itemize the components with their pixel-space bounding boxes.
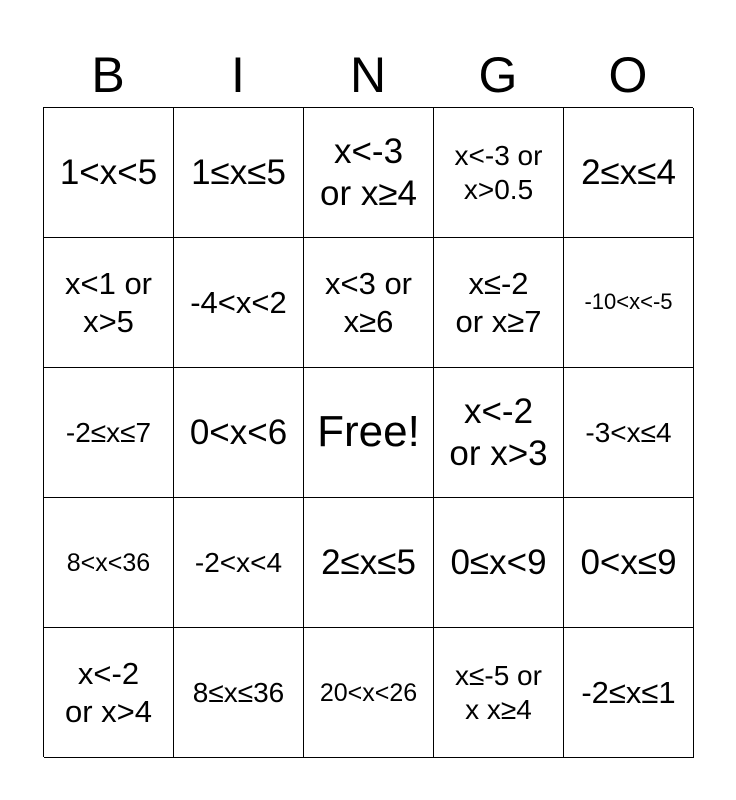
bingo-cell[interactable]: 1≤x≤5 xyxy=(174,108,304,238)
free-space-cell[interactable]: Free! xyxy=(304,368,434,498)
bingo-cell[interactable]: x<-3 or x≥4 xyxy=(304,108,434,238)
bingo-cell[interactable]: -3<x≤4 xyxy=(564,368,694,498)
header-letter-o: O xyxy=(608,47,648,103)
bingo-board xyxy=(43,107,693,757)
header-letter-n: N xyxy=(349,47,387,103)
bingo-cell[interactable]: 8<x<36 xyxy=(44,498,174,628)
bingo-cell[interactable]: -2≤x≤1 xyxy=(564,628,694,758)
bingo-cell[interactable]: -2≤x≤7 xyxy=(44,368,174,498)
bingo-cell[interactable]: 2≤x≤5 xyxy=(304,498,434,628)
bingo-cell[interactable]: -10<x<-5 xyxy=(564,238,694,368)
header-letter-g: G xyxy=(478,47,518,103)
bingo-cell[interactable]: x<-3 or x>0.5 xyxy=(434,108,564,238)
header-letter-b: B xyxy=(91,47,125,103)
bingo-cell[interactable]: -2<x<4 xyxy=(174,498,304,628)
bingo-cell[interactable]: x<-2 or x>3 xyxy=(434,368,564,498)
bingo-cell[interactable]: x≤-5 or x x≥4 xyxy=(434,628,564,758)
header-letter-i: I xyxy=(231,47,245,103)
bingo-cell[interactable]: x<1 or x>5 xyxy=(44,238,174,368)
bingo-cell[interactable]: 2≤x≤4 xyxy=(564,108,694,238)
bingo-cell[interactable]: 0<x<6 xyxy=(174,368,304,498)
bingo-cell[interactable]: 8≤x≤36 xyxy=(174,628,304,758)
bingo-cell[interactable]: x≤-2 or x≥7 xyxy=(434,238,564,368)
bingo-cell[interactable]: x<3 or x≥6 xyxy=(304,238,434,368)
bingo-cell[interactable]: 0≤x<9 xyxy=(434,498,564,628)
bingo-header xyxy=(43,47,693,103)
bingo-cell[interactable]: 0<x≤9 xyxy=(564,498,694,628)
bingo-cell[interactable]: -4<x<2 xyxy=(174,238,304,368)
bingo-cell[interactable]: 20<x<26 xyxy=(304,628,434,758)
bingo-cell[interactable]: 1<x<5 xyxy=(44,108,174,238)
bingo-cell[interactable]: x<-2 or x>4 xyxy=(44,628,174,758)
